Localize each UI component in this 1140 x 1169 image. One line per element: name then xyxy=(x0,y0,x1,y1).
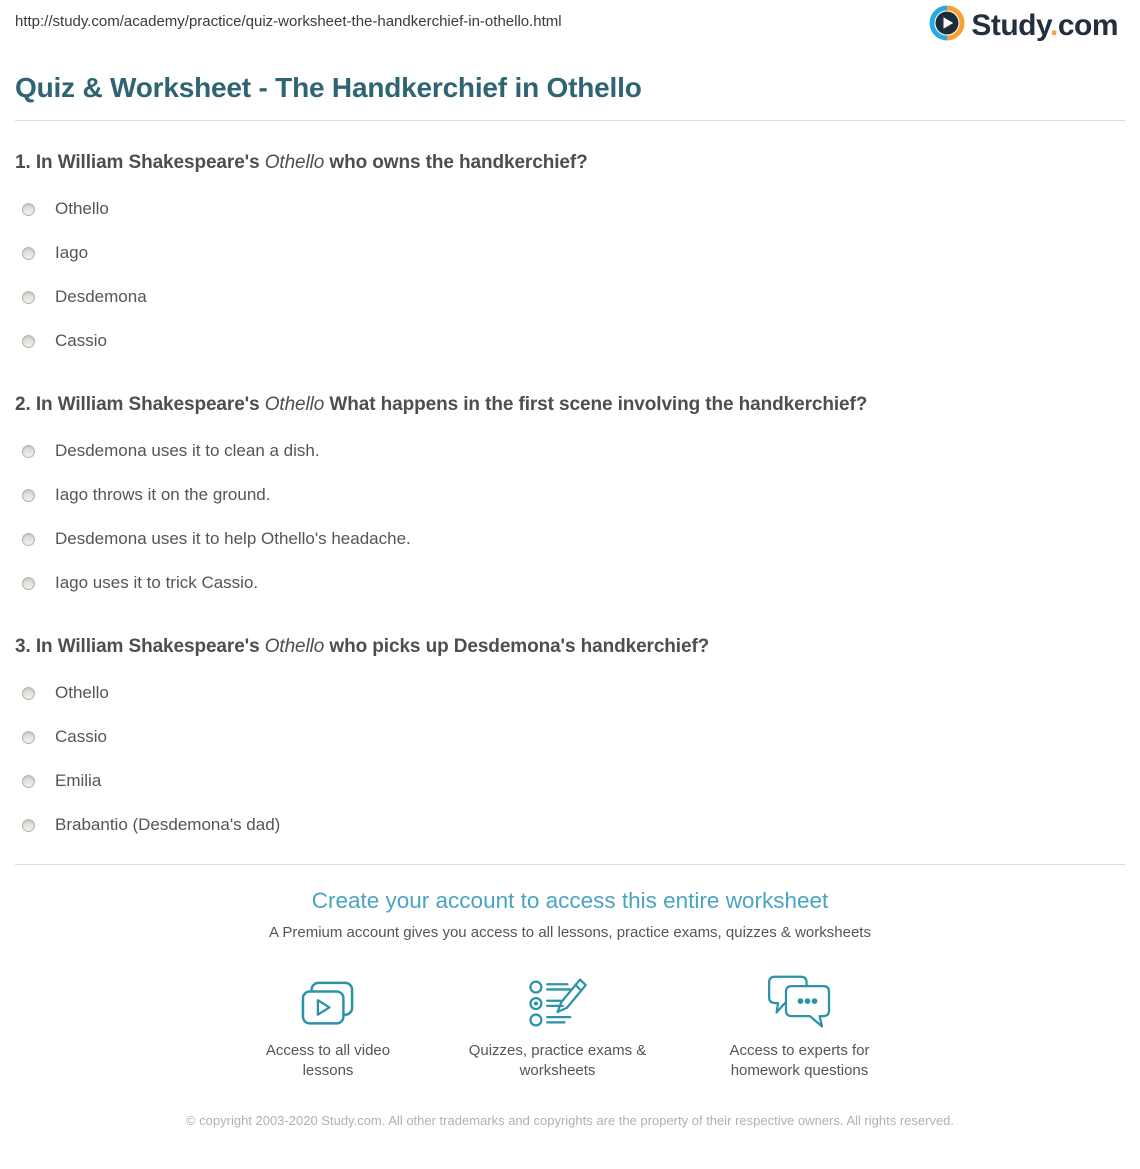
question-2-option-4[interactable] xyxy=(15,561,1125,605)
study-logo[interactable] xyxy=(929,5,1118,46)
option-label[interactable]: Iago throws it on the ground. xyxy=(55,485,271,504)
radio-button[interactable] xyxy=(22,247,35,260)
question-1-option-3[interactable] xyxy=(15,275,1125,319)
radio-button[interactable] xyxy=(22,533,35,546)
option-label[interactable]: Desdemona uses it to clean a dish. xyxy=(55,441,320,460)
radio-button[interactable] xyxy=(22,819,35,832)
question-3 xyxy=(15,605,1125,847)
radio-button[interactable] xyxy=(22,731,35,744)
page-header xyxy=(0,0,1140,42)
radio-button[interactable] xyxy=(22,291,35,304)
question-3-option-1[interactable] xyxy=(15,671,1125,715)
question-1-option-4[interactable] xyxy=(15,319,1125,363)
study-logo-text: Study.com xyxy=(971,8,1118,42)
question-1-option-2[interactable] xyxy=(15,231,1125,275)
question-3-option-2[interactable] xyxy=(15,715,1125,759)
feature-list xyxy=(0,972,1140,1081)
question-2-heading: 2. In William Shakespeare's Othello What happens in the first scene involving the handkerchief? xyxy=(15,394,868,415)
feature-quizzes-worksheets xyxy=(455,972,660,1081)
study-play-icon xyxy=(929,5,965,46)
option-label[interactable]: Cassio xyxy=(55,727,107,746)
copyright-text: © copyright 2003-2020 Study.com. All other trademarks and copyrights are the property of their respective owners. All rights reserved. xyxy=(185,1113,955,1128)
question-3-heading: 3. In William Shakespeare's Othello who picks up Desdemona's handkerchief? xyxy=(15,636,710,657)
radio-button[interactable] xyxy=(22,445,35,458)
option-label[interactable]: Othello xyxy=(55,683,109,702)
quizzes-worksheets-icon xyxy=(455,972,660,1032)
question-3-option-3[interactable] xyxy=(15,759,1125,803)
feature-chat-experts xyxy=(712,972,887,1081)
radio-button[interactable] xyxy=(22,687,35,700)
page-url: http://study.com/academy/practice/quiz-worksheet-the-handkerchief-in-othello.html xyxy=(15,13,562,30)
question-1 xyxy=(15,121,1125,363)
option-label[interactable]: Brabantio (Desdemona's dad) xyxy=(55,815,281,834)
quiz-questions xyxy=(15,121,1125,847)
cta-divider xyxy=(15,864,1125,865)
question-2 xyxy=(15,363,1125,605)
chat-experts-icon xyxy=(712,972,887,1032)
question-2-option-3[interactable] xyxy=(15,517,1125,561)
option-label[interactable]: Emilia xyxy=(55,771,102,790)
feature-video-lessons xyxy=(253,972,403,1081)
question-2-option-1[interactable] xyxy=(15,429,1125,473)
option-label[interactable]: Othello xyxy=(55,199,109,218)
feature-label: Access to all video lessons xyxy=(265,1042,391,1079)
feature-label: Access to experts for homework questions xyxy=(729,1042,870,1079)
question-1-option-1[interactable] xyxy=(15,187,1125,231)
option-label[interactable]: Iago xyxy=(55,243,89,262)
page-title: Quiz & Worksheet - The Handkerchief in Othello xyxy=(15,72,642,103)
question-3-option-4[interactable] xyxy=(15,803,1125,847)
create-account-link[interactable]: Create your account to access this entire worksheet xyxy=(311,888,829,913)
option-label[interactable]: Desdemona xyxy=(55,287,147,306)
premium-subheading: A Premium account gives you access to all lessons, practice exams, quizzes & worksheets xyxy=(269,924,871,941)
option-label[interactable]: Iago uses it to trick Cassio. xyxy=(55,573,259,592)
radio-button[interactable] xyxy=(22,489,35,502)
radio-button[interactable] xyxy=(22,775,35,788)
option-label[interactable]: Cassio xyxy=(55,331,107,350)
option-label[interactable]: Desdemona uses it to help Othello's headache. xyxy=(55,529,411,548)
radio-button[interactable] xyxy=(22,203,35,216)
radio-button[interactable] xyxy=(22,577,35,590)
question-2-option-2[interactable] xyxy=(15,473,1125,517)
radio-button[interactable] xyxy=(22,335,35,348)
feature-label: Quizzes, practice exams & worksheets xyxy=(468,1042,647,1079)
video-lessons-icon xyxy=(253,972,403,1032)
question-1-heading: 1. In William Shakespeare's Othello who owns the handkerchief? xyxy=(15,152,588,173)
